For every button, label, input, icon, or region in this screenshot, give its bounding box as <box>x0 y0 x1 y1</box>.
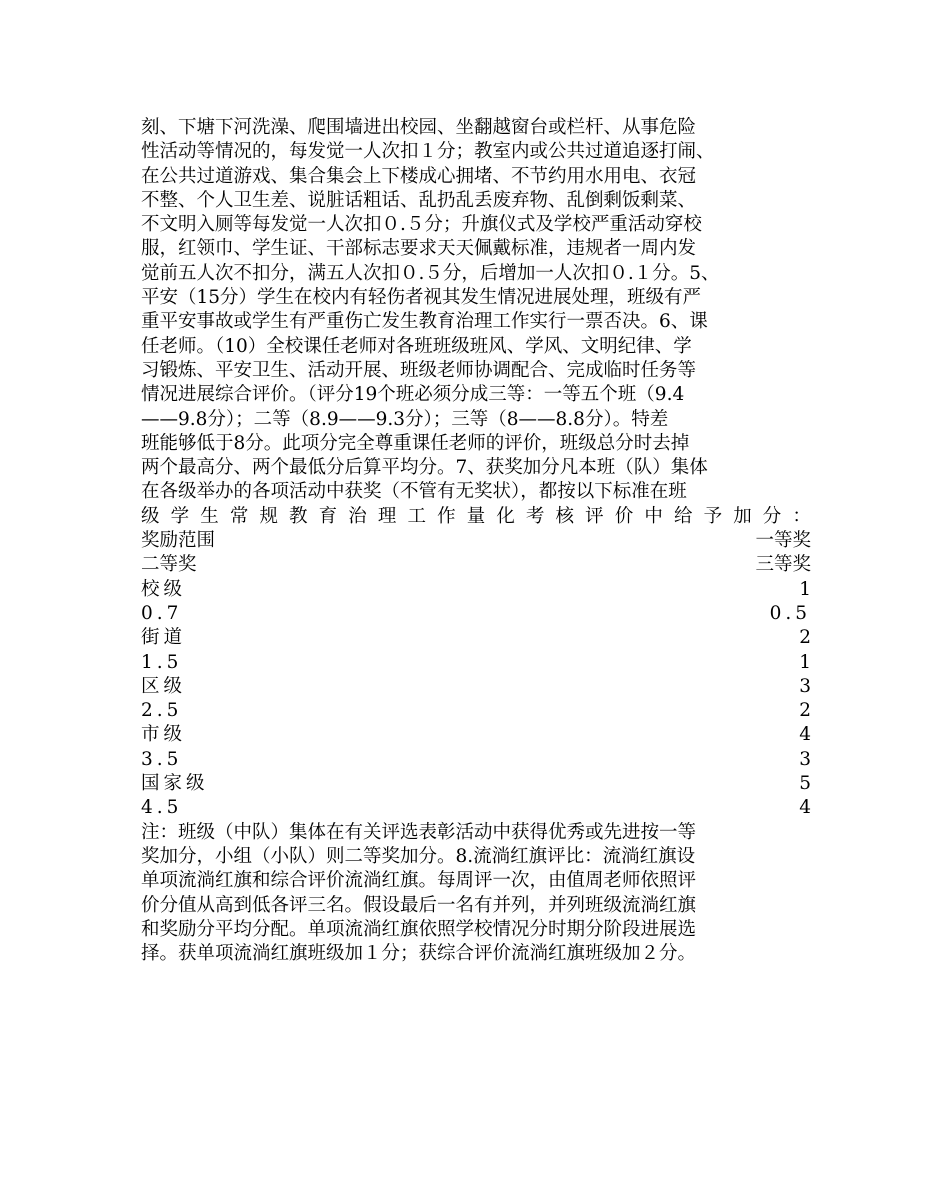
row-third-value: 1 <box>799 651 811 673</box>
row-second-value: 1.5 <box>141 651 183 673</box>
row-first-value: 3 <box>799 675 811 697</box>
row-third-value: 0.5 <box>769 602 811 624</box>
text-line: 不整、个人卫生差、说脏话粗话、乱扔乱丢废弃物、乱倒剩饭剩菜、 <box>141 189 697 211</box>
text-line: 班能够低于8分。此项分完全尊重课任老师的评价，班级总分时去掉 <box>141 432 690 454</box>
spread-char: 工 <box>407 505 426 527</box>
paragraph-notes <box>141 821 811 967</box>
row-first-value: 1 <box>799 578 811 600</box>
text-line: 习锻炼、平安卫生、活动开展、班级老师协调配合、完成临时任务等 <box>141 359 697 381</box>
text-line: 平安（15分）学生在校内有轻伤者视其发生情况进展处理，班级有严 <box>141 287 702 309</box>
spread-char: 给 <box>673 505 693 527</box>
header-second-prize: 二等奖 <box>141 554 197 576</box>
table-row <box>141 699 811 723</box>
text-line: 觉前五人次不扣分，满五人次扣０.５分，后增加一人次扣０.１分。5、 <box>141 262 720 284</box>
header-first-prize: 一等奖 <box>755 530 811 552</box>
paragraph-rules <box>141 116 811 529</box>
spread-char: 予 <box>703 505 723 527</box>
spread-char: 规 <box>259 505 278 527</box>
row-scope: 街道 <box>141 627 187 649</box>
table-row <box>141 796 811 820</box>
spread-char: 育 <box>318 505 338 527</box>
spread-char: 核 <box>555 505 575 527</box>
text-line: 在公共过道游戏、集合集会上下楼成心拥堵、不节约用水用电、衣冠 <box>141 165 697 187</box>
row-second-value: 4.5 <box>141 797 183 819</box>
table-row <box>141 626 811 650</box>
document-page <box>141 116 811 966</box>
text-line: 奖加分，小组（小队）则二等奖加分。8.流淌红旗评比：流淌红旗设 <box>141 845 696 867</box>
text-line: 在各级举办的各项活动中获奖（不管有无奖状），都按以下标准在班 <box>141 481 687 503</box>
table-header-row <box>141 529 811 553</box>
spread-char: ： <box>792 505 811 527</box>
text-line: 重平安事故或学生有严重伤亡发生教育治理工作实行一票否决。6、课 <box>141 311 708 333</box>
spread-char: 教 <box>289 505 308 527</box>
spread-char: 中 <box>644 505 663 527</box>
spread-char: 价 <box>614 505 634 527</box>
spread-char: 生 <box>200 505 219 527</box>
spread-char: 考 <box>525 505 545 527</box>
table-row <box>141 723 811 747</box>
text-line: 性活动等情况的，每发觉一人次扣１分；教室内或公共过道追逐打闹、 <box>141 141 715 163</box>
table-row <box>141 602 811 626</box>
row-second-value: 0.7 <box>141 602 183 624</box>
row-third-value: 4 <box>799 797 811 819</box>
spread-char: 量 <box>466 505 486 527</box>
row-second-value: 2.5 <box>141 700 183 722</box>
row-second-value: 3.5 <box>141 748 183 770</box>
text-line: 单项流淌红旗和综合评价流淌红旗。每周评一次，由值周老师依照评 <box>141 870 697 892</box>
spread-char: 分 <box>762 505 782 527</box>
text-line: 注：班级（中队）集体在有关评选表彰活动中获得优秀或先进按一等 <box>141 821 697 843</box>
spread-char: 加 <box>733 505 752 527</box>
text-line: 刻、下塘下河洗澡、爬围墙进出校园、坐翻越窗台或栏杆、从事危险 <box>141 117 697 138</box>
row-first-value: 4 <box>799 724 811 746</box>
spread-char: 作 <box>437 505 456 527</box>
text-line: 和奖励分平均分配。单项流淌红旗依照学校情况分时期分阶段进展选 <box>141 918 697 940</box>
spread-char: 化 <box>496 505 515 527</box>
table-header-row <box>141 553 811 577</box>
table-row <box>141 578 811 602</box>
text-line: 服，红领巾、学生证、干部标志要求天天佩戴标准，违规者一周内发 <box>141 238 697 260</box>
text-line: 两个最高分、两个最低分后算平均分。7、获奖加分凡本班（队）集体 <box>141 457 708 479</box>
header-third-prize: 三等奖 <box>755 554 811 576</box>
row-scope: 国家级 <box>141 773 209 795</box>
table-row <box>141 651 811 675</box>
text-line: 任老师。（10）全校课任老师对各班班级班风、学风、文明纪律、学 <box>141 335 692 357</box>
spread-char: 评 <box>585 505 604 527</box>
row-scope: 区级 <box>141 675 187 697</box>
spread-char: 级 <box>141 505 160 527</box>
table-row <box>141 772 811 796</box>
text-line: 价分值从高到低各评三名。假设最后一名有并列，并列班级流淌红旗 <box>141 894 697 916</box>
row-third-value: 2 <box>799 700 811 722</box>
table-row <box>141 748 811 772</box>
spread-char: 理 <box>377 505 397 527</box>
text-line: ——9.8分）；二等（8.9——9.3分）；三等（8——8.8分）。特差 <box>141 408 669 430</box>
spread-char: 常 <box>229 505 249 527</box>
text-line: 择。获单项流淌红旗班级加１分；获综合评价流淌红旗班级加２分。 <box>141 943 697 965</box>
header-scope: 奖励范围 <box>141 530 216 552</box>
spread-char: 治 <box>348 505 367 527</box>
row-third-value: 3 <box>799 748 811 770</box>
row-first-value: 5 <box>799 773 811 795</box>
award-table <box>141 529 811 821</box>
text-line: 不文明入厕等每发觉一人次扣０.５分；升旗仪式及学校严重活动穿校 <box>141 214 702 236</box>
spread-text-line <box>141 505 811 529</box>
row-first-value: 2 <box>799 627 811 649</box>
text-line: 情况进展综合评价。（评分19个班必须分成三等：一等五个班（9.4 <box>141 384 685 406</box>
table-row <box>141 675 811 699</box>
row-scope: 校级 <box>141 578 187 600</box>
row-scope: 市级 <box>141 724 187 746</box>
spread-char: 学 <box>170 505 190 527</box>
